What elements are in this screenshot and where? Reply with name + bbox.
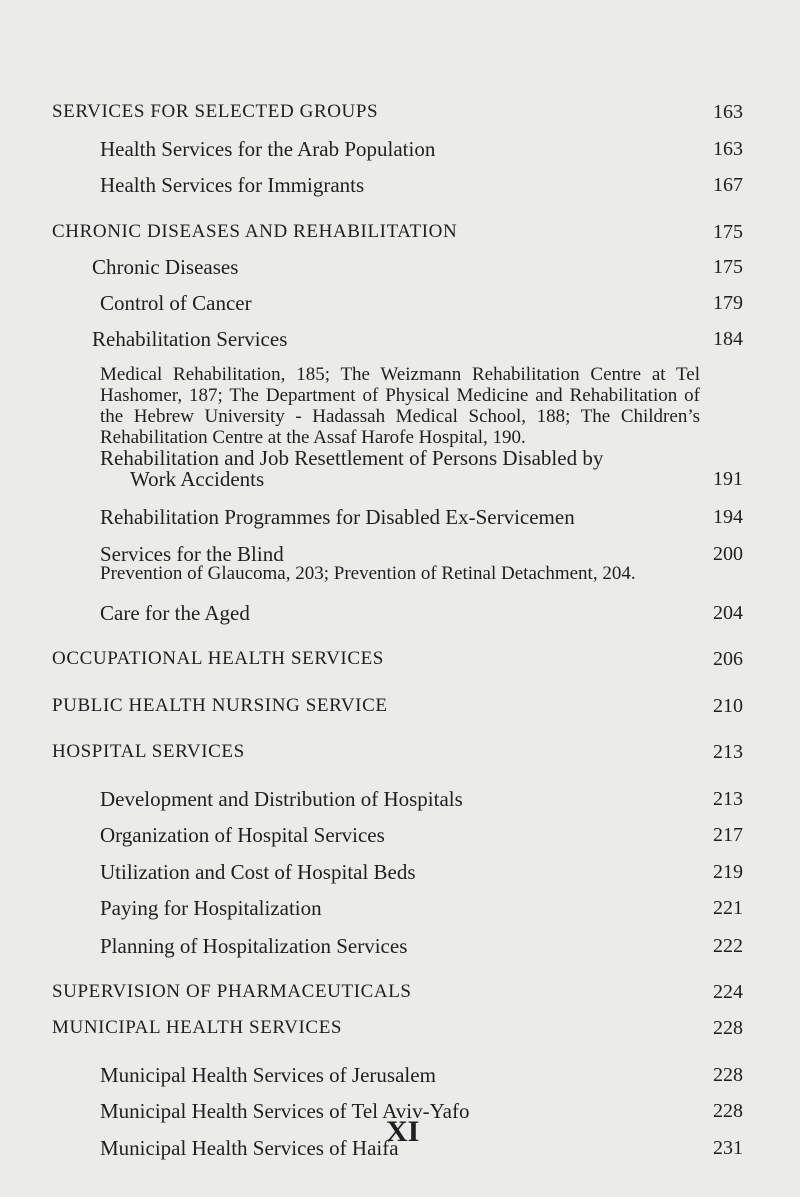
toc-note: Medical Rehabilitation, 185; The Weizmann Rehabilitation Centre at Tel Hashomer, 187; The Department of Physical Medicine and Rehabilitation of the Hebrew University - Hadassah Medical School, 188; The Children’s Rehabilitation Centre at the Assaf Harofe Hospital, 190. [100,364,700,448]
toc-entry-title: Work Accidents [130,467,265,491]
toc-page-number: 231 [713,1137,743,1159]
toc-heading: PUBLIC HEALTH NURSING SERVICE [52,695,388,716]
toc-entry-title: Chronic Diseases [92,255,239,279]
toc-entry-title: Health Services for Immigrants [100,173,365,197]
toc-page-number: 224 [713,981,743,1003]
toc-page-number: 175 [713,256,743,278]
toc-page-number: 222 [713,935,743,957]
page-folio: XI [386,1115,420,1148]
toc-page-number: 221 [713,897,743,919]
toc-page-number: 175 [713,221,743,243]
toc-page-number: 204 [713,602,743,624]
toc-page-number: 200 [713,543,743,565]
toc-page-number: 228 [713,1017,743,1039]
toc-entry-title: Municipal Health Services of Haifa [100,1136,399,1160]
toc-entry-title: Control of Cancer [100,291,252,315]
toc-heading: MUNICIPAL HEALTH SERVICES [52,1017,343,1038]
toc-page-number: 163 [713,101,743,123]
toc-entry-title: Development and Distribution of Hospitals [100,787,463,811]
toc-page-number: 213 [713,788,743,810]
toc-heading: HOSPITAL SERVICES [52,741,245,762]
toc-entry-title: Services for the Blind [100,542,284,566]
toc-page-number: 163 [713,138,743,160]
toc-entry-title: Health Services for the Arab Population [100,137,436,161]
toc-entry-title: Paying for Hospitalization [100,896,322,920]
toc-entry-title: Rehabilitation Services [92,327,288,351]
toc-heading: SUPERVISION OF PHARMACEUTICALS [52,981,412,1002]
toc-entry-title: Utilization and Cost of Hospital Beds [100,860,416,884]
toc-page-number: 206 [713,648,743,670]
toc-page-number: 219 [713,861,743,883]
toc-entry-title: Municipal Health Services of Jerusalem [100,1063,436,1087]
toc-heading: SERVICES FOR SELECTED GROUPS [52,101,379,122]
toc-page-number: 184 [713,328,743,350]
toc-page-number: 194 [713,506,743,528]
toc-entry-title: Municipal Health Services of Tel Aviv-Yafo [100,1099,470,1123]
toc-page-number: 217 [713,824,743,846]
toc-heading: CHRONIC DISEASES AND REHABILITATION [52,221,458,242]
toc-page-number: 210 [713,695,743,717]
toc-page-number: 167 [713,174,743,196]
toc-entry-title: Organization of Hospital Services [100,823,385,847]
toc-note: Prevention of Glaucoma, 203; Prevention of Retinal Detachment, 204. [100,563,636,584]
toc-entry-title: Planning of Hospitalization Services [100,934,408,958]
toc-entry-title: Care for the Aged [100,601,250,625]
toc-page-number: 191 [713,468,743,490]
toc-page-number: 213 [713,741,743,763]
toc-page-number: 228 [713,1100,743,1122]
toc-entry-title: Rehabilitation and Job Resettlement of Persons Disabled by [100,446,604,470]
toc-heading: OCCUPATIONAL HEALTH SERVICES [52,648,384,669]
toc-page-number: 179 [713,292,743,314]
toc-entry-title: Rehabilitation Programmes for Disabled Ex-Servicemen [100,505,575,529]
toc-page-number: 228 [713,1064,743,1086]
